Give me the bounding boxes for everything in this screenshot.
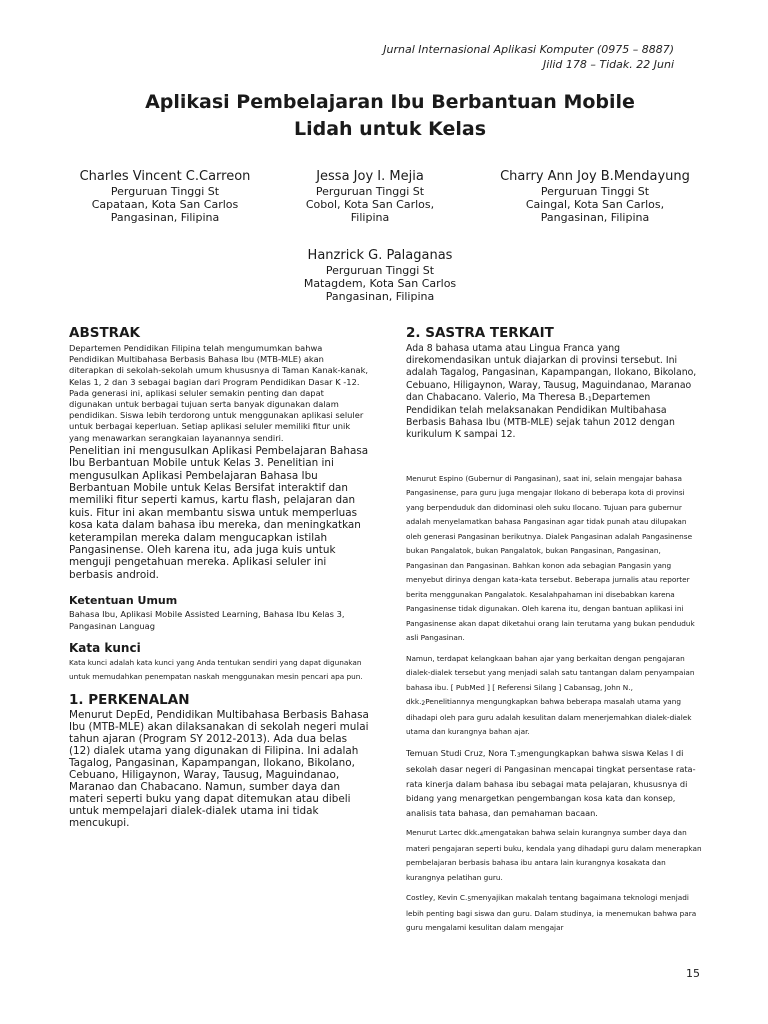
author-affiliation: Perguruan Tinggi St bbox=[325, 264, 435, 277]
related-paragraph-6 bbox=[406, 891, 702, 936]
author-name: Charry Ann Joy B.Mendayung bbox=[500, 169, 690, 184]
author-affiliation: Perguruan Tinggi St bbox=[110, 185, 220, 198]
related-p4-text: Temuan Studi Cruz, Nora T. bbox=[406, 747, 517, 758]
keywords-text: Kata kunci adalah kata kunci yang Anda tentukan sendiri yang dapat digunakan untuk memudahkan penempatan naskah menggunakan mesin pencari apa pun. bbox=[69, 658, 363, 681]
related-p5-text: Menurut Lartec dkk. bbox=[406, 828, 480, 838]
journal-header bbox=[383, 42, 674, 72]
related-p4-text-cont: mengungkapkan bahwa siswa Kelas I di sekolah dasar negeri di Pangasinan mencapai tingkat persentase rata-rata kinerja dalam bahasa ibu sebagai mata pelajaran, khususnya di bidang yang menargetkan pengembangan kosa kata dan konsep, analisis tata bahasa, dan pemahaman bacaan. bbox=[406, 747, 696, 818]
author-affiliation: Perguruan Tinggi St bbox=[315, 185, 425, 198]
abstract-heading: ABSTRAK bbox=[69, 325, 140, 341]
author-name: Jessa Joy I. Mejia bbox=[316, 169, 424, 184]
author-address: Matagdem, Kota San Carlos bbox=[303, 277, 457, 290]
author-region: Filipina bbox=[350, 211, 390, 224]
related-p6-text: Costley, Kevin C. bbox=[406, 893, 468, 903]
citation-ref: 4 bbox=[479, 831, 484, 839]
introduction-heading: 1. PERKENALAN bbox=[69, 692, 190, 709]
author-block-4 bbox=[290, 247, 470, 303]
related-p1-text-cont: Departemen Pendidikan telah melaksanakan Pendidikan Multibahasa Berbasis Bahasa Ibu (MTB-MLE) sejak tahun 2012 dengan kurikulum K sampai 12. bbox=[406, 391, 675, 441]
related-paragraph-5 bbox=[406, 826, 702, 885]
keywords-heading: Kata kunci bbox=[69, 641, 141, 656]
related-paragraph-4 bbox=[406, 746, 702, 821]
related-p6-text-cont: menyajikan makalah tentang bagaimana teknologi menjadi lebih penting bagi siswa dan guru. Dalam studinya, ia menemukan bahwa para guru mengalami kesulitan dalam mengajar bbox=[406, 893, 697, 933]
citation-ref: 5 bbox=[467, 896, 472, 904]
author-region: Pangasinan, Filipina bbox=[540, 211, 650, 224]
author-block-2 bbox=[290, 168, 450, 224]
related-p3-text: Namun, terdapat kelangkaan bahan ajar yang berkaitan dengan pengajaran dialek-dialek tersebut yang menjadi salah satu tantangan dalam penyampaian bahasa ibu. [ PubMed ] [ Referensi Silang ] Cabansag, John N., dkk. bbox=[406, 653, 695, 707]
author-affiliation: Perguruan Tinggi St bbox=[540, 185, 650, 198]
related-paragraph-3 bbox=[406, 652, 702, 740]
author-block-1 bbox=[70, 168, 260, 224]
author-address: Cobol, Kota San Carlos, bbox=[305, 198, 435, 211]
abstract-paragraph-2: Penelitian ini mengusulkan Aplikasi Pembelajaran Bahasa Ibu Berbantuan Mobile untuk Kelas 3. Penelitian ini mengusulkan Aplikasi Pembelajaran Bahasa Ibu Berbantuan Mobile untuk Kelas Bersifat interaktif dan memiliki fitur seperti kamus, kartu flash, pelajaran dan kuis. Fitur ini akan membantu siswa untuk memperluas kosa kata dalam bahasa ibu mereka, dan meningkatkan keterampilan mereka dalam mengucapkan istilah Pangasinense. Oleh karena itu, ada juga kuis untuk menguji pengetahuan mereka. Aplikasi seluler ini berbasis android. bbox=[69, 444, 369, 581]
general-terms-text: Bahasa Ibu, Aplikasi Mobile Assisted Learning, Bahasa Ibu Kelas 3, Pangasinan Languag bbox=[69, 609, 345, 632]
title-line-1: Aplikasi Pembelajaran Ibu Berbantuan Mobile bbox=[145, 91, 635, 113]
related-p1-text: Ada 8 bahasa utama atau Lingua Franca yang direkomendasikan untuk diajarkan di provinsi tersebut. Ini adalah Tagalog, Pangasinan, Kapampangan, Ilokano, Bikolano, Cebuano, Hiligaynon, Waray, Tausug, Maguindanao, Maranao dan Chabacano. Valerio, Ma Theresa B. bbox=[406, 343, 697, 403]
author-address: Caingal, Kota San Carlos, bbox=[525, 198, 665, 211]
left-column bbox=[69, 325, 369, 829]
journal-line-2: Jilid 178 – Tidak. 22 Juni bbox=[543, 58, 674, 71]
citation-ref: 3 bbox=[516, 751, 521, 759]
related-paragraph-1 bbox=[406, 343, 702, 442]
paper-title bbox=[80, 89, 700, 143]
related-heading: 2. SASTRA TERKAIT bbox=[406, 325, 554, 341]
author-region: Pangasinan, Filipina bbox=[325, 290, 435, 303]
author-region: Pangasinan, Filipina bbox=[110, 211, 220, 224]
page-number: 15 bbox=[686, 967, 700, 980]
right-column bbox=[406, 325, 702, 936]
related-paragraph-2: Menurut Espino (Gubernur di Pangasinan), saat ini, selain mengajar bahasa Pangasinense, para guru juga mengajar Ilokano di beberapa kota di provinsi yang berpenduduk dan didominasi oleh suku Ilocano. Tujuan para gubernur adalah menyelamatkan bahasa Pangasinan agar tidak punah atau dilupakan oleh generasi Pangasinan berikutnya. Dialek Pangasinan adalah Pangasinense bukan Pangalatok, bukan Pangalatok, bukan Pangasinan, Pangasinan, Pangasinan dan Pangasinan. Bahkan konon ada sebagian Pangasin yang menyebut dirinya dengan kata-kata tersebut. Beberapa jurnalis atau reporter berita menggunakan Pangalatok. Kesalahpahaman ini disebabkan karena Pangasinense tidak digunakan. Oleh karena itu, dengan bantuan aplikasi ini Pangasinense akan dapat diketahui orang lain terutama yang bukan penduduk asli Pangasinan. bbox=[406, 473, 695, 643]
author-block-3 bbox=[500, 168, 690, 224]
citation-ref: 2 bbox=[421, 700, 426, 708]
introduction-text: Menurut DepEd, Pendidikan Multibahasa Berbasis Bahasa Ibu (MTB-MLE) akan dilaksanakan di sekolah negeri mulai tahun ajaran (Program SY 2012-2013). Ada dua belas (12) dialek utama yang digunakan di Filipina. Ini adalah Tagalog, Pangasinan, Kapampangan, Ilokano, Bikolano, Cebuano, Hiligaynon, Waray, Tausug, Maguindanao, Maranao dan Chabacano. Namun, sumber daya dan materi seperti buku yang dapat ditemukan atau dibeli untuk mempelajari dialek-dialek utama ini tidak mencukupi. bbox=[69, 709, 369, 830]
citation-ref: 1 bbox=[588, 395, 592, 403]
author-name: Hanzrick G. Palaganas bbox=[307, 248, 453, 263]
general-terms-heading: Ketentuan Umum bbox=[69, 594, 178, 608]
author-name: Charles Vincent C.Carreon bbox=[79, 169, 251, 184]
related-p3-text-cont: Penelitiannya mengungkapkan bahwa beberapa masalah utama yang dihadapi oleh para guru adalah kesulitan dalam menerjemahkan dialek-dialek utama dan kurangnya bahan ajar. bbox=[406, 697, 692, 737]
journal-line-1: Jurnal Internasional Aplikasi Komputer (0975 – 8887) bbox=[383, 43, 674, 56]
related-p5-text-cont: mengatakan bahwa selain kurangnya sumber daya dan materi pengajaran seperti buku, kendala yang dihadapi guru dalam menerapkan pembelajaran berbasis bahasa ibu antara lain kurangnya kosakata dan kurangnya pelatihan guru. bbox=[406, 828, 702, 882]
abstract-paragraph-1: Departemen Pendidikan Filipina telah mengumumkan bahwa Pendidikan Multibahasa Berbasis Bahasa Ibu (MTB-MLE) akan diterapkan di sekolah-sekolah umum khususnya di Taman Kanak-kanak, Kelas 1, 2 dan 3 sebagai bagian dari Program Pendidikan Dasar K -12. Pada generasi ini, aplikasi seluler semakin penting dan dapat digunakan untuk berbagai tujuan serta banyak digunakan dalam pendidikan. Siswa lebih terdorong untuk menggunakan aplikasi seluler untuk berbagai keperluan. Setiap aplikasi seluler memiliki fitur unik yang menawarkan serangkaian layanannya sendiri. bbox=[69, 343, 369, 443]
author-address: Capataan, Kota San Carlos bbox=[91, 198, 239, 211]
title-line-2: Lidah untuk Kelas bbox=[293, 118, 486, 140]
